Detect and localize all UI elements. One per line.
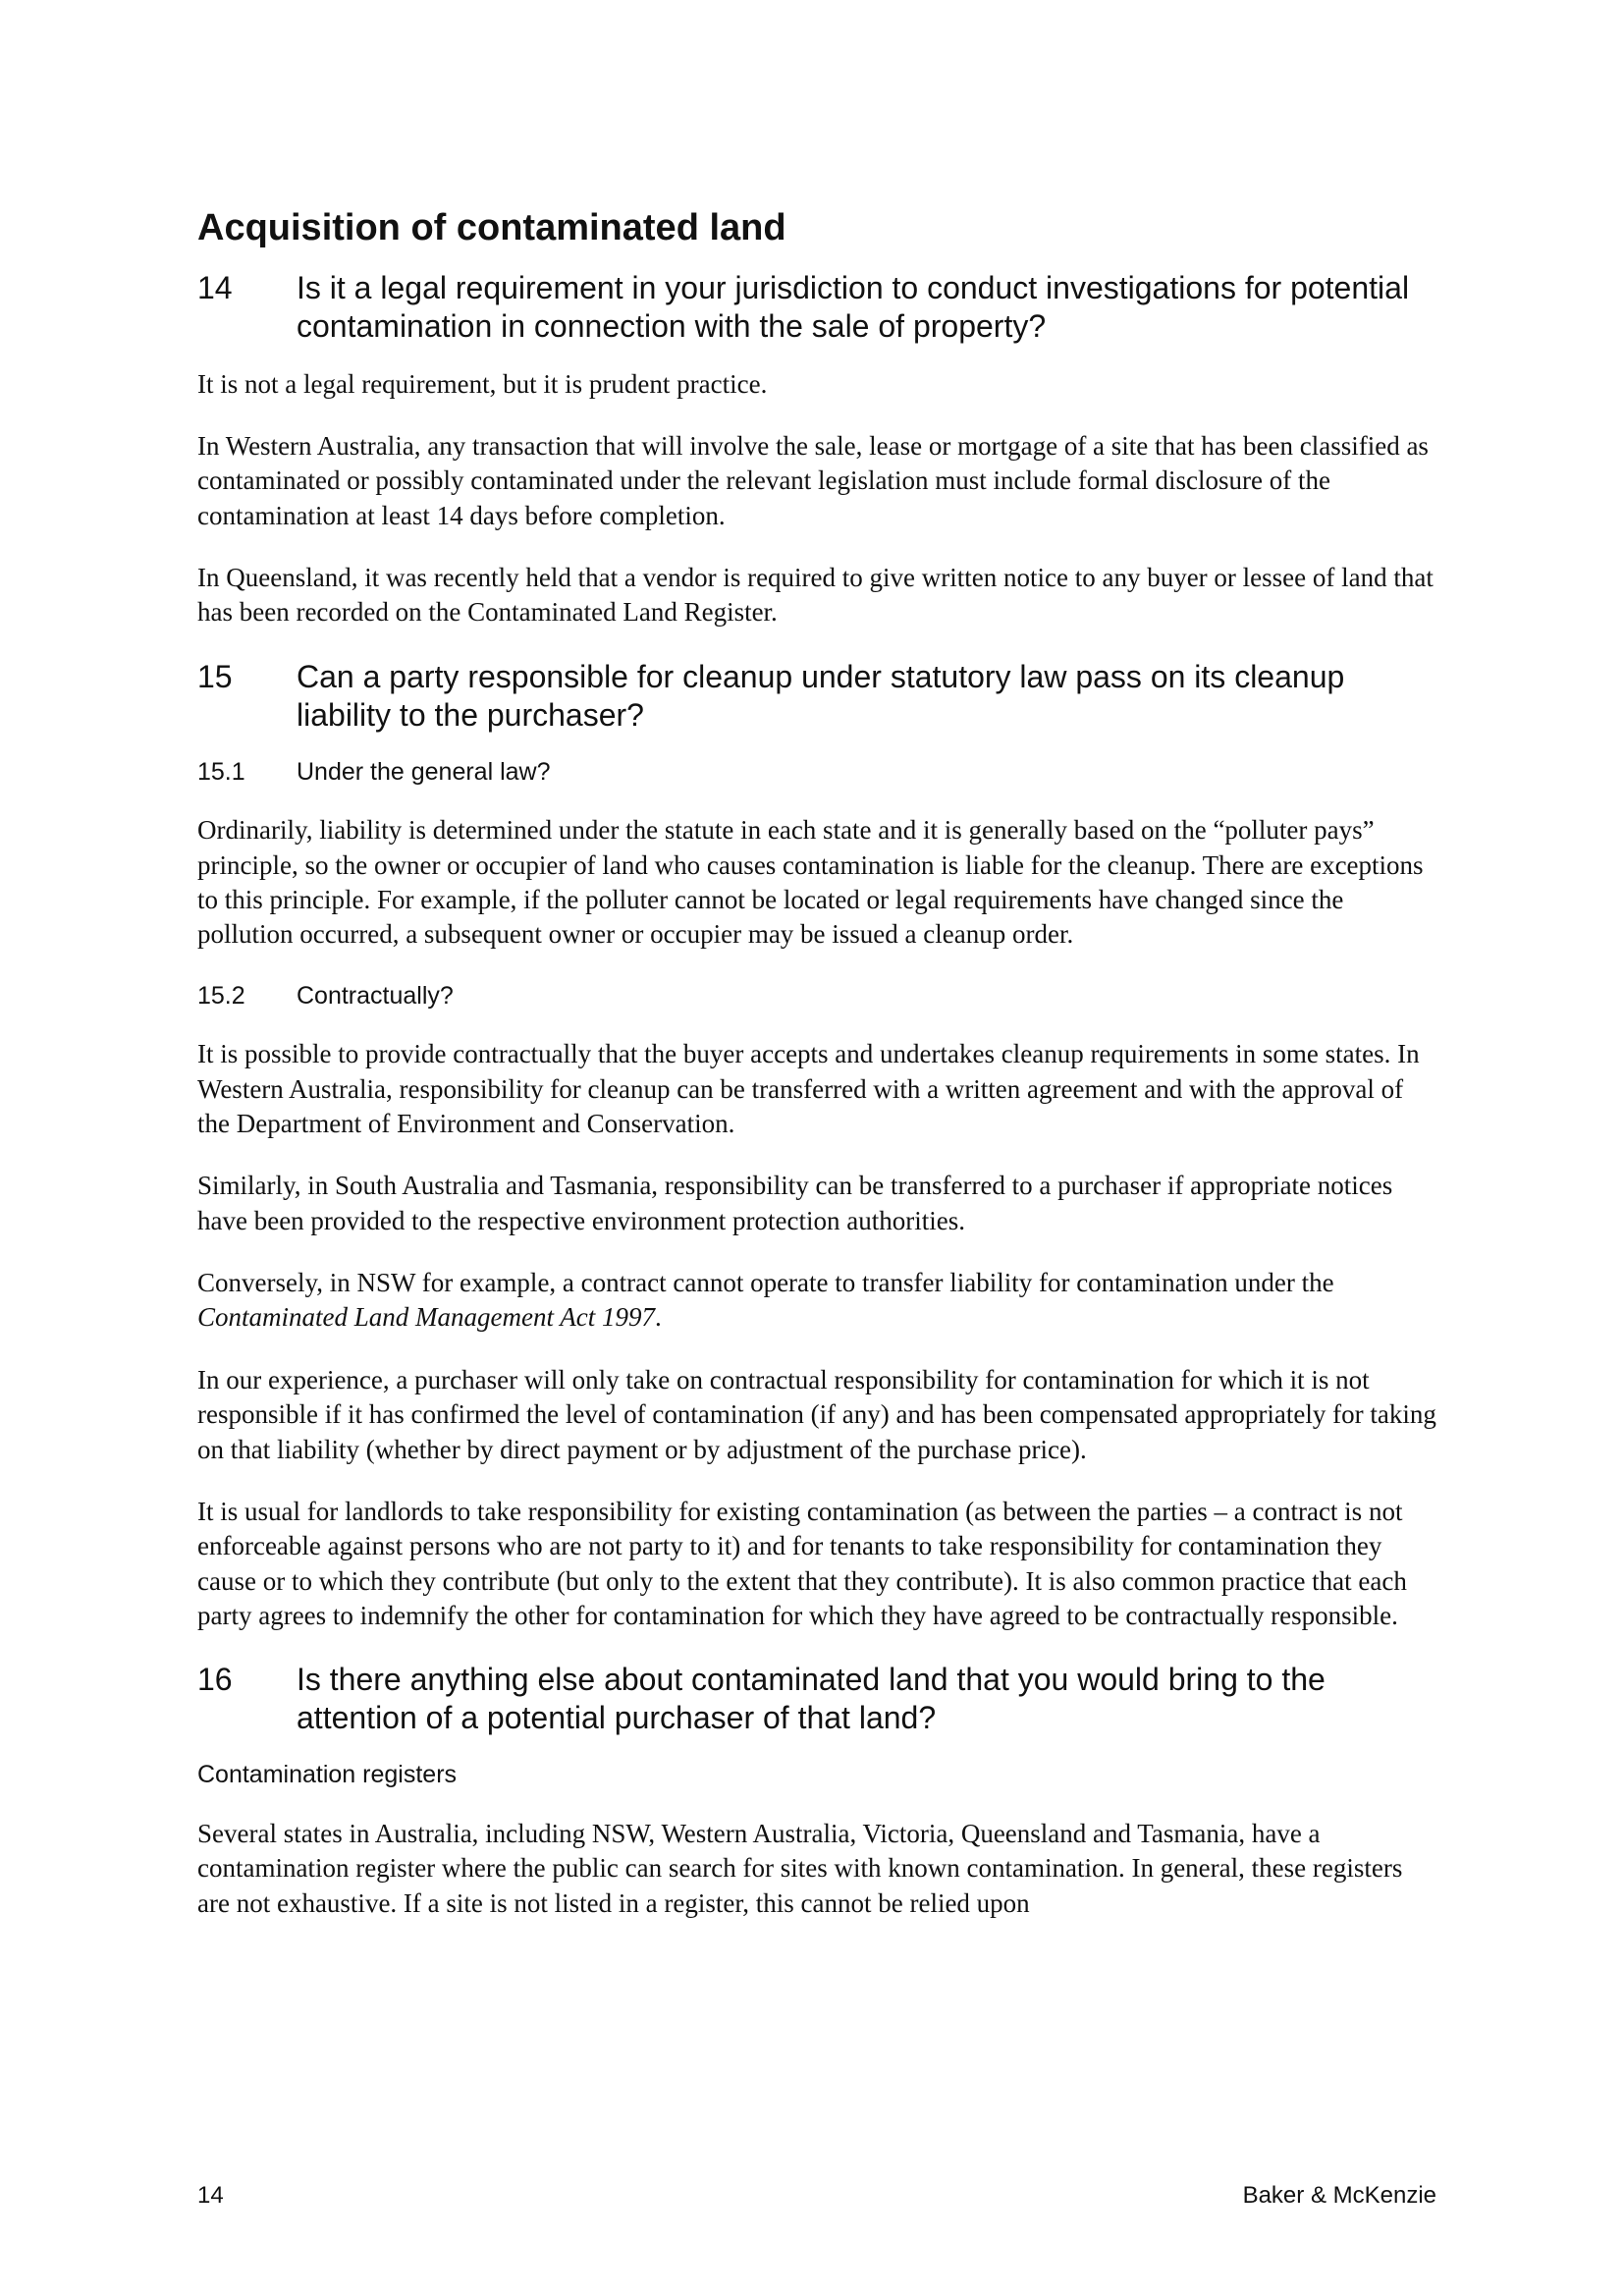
question-text: Can a party responsible for cleanup under statutory law pass on its cleanup liability to the purchaser?	[297, 658, 1345, 733]
paragraph: It is not a legal requirement, but it is prudent practice.	[197, 368, 768, 399]
question-text: Is there anything else about contaminated land that you would bring to the attention of a potential purchaser of that land?	[297, 1662, 1326, 1736]
page-content	[197, 206, 1436, 1948]
question-14	[197, 269, 1436, 346]
subheading: Contamination registers	[197, 1761, 458, 1789]
act-title: Contaminated Land Management Act 1997	[197, 1302, 655, 1333]
page-number: 14	[197, 2182, 224, 2209]
subsection-number: 15.2	[197, 981, 245, 1010]
paragraph: Ordinarily, liability is determined under the statute in each state and it is generally based on the “polluter pays” principle, so the owner or occupier of land who causes contamination is liable for the cleanup. There are exceptions to this principle. For example, if the polluter cannot be located or legal requirements have changed since the pollution occurred, a subsequent owner or occupier may be issued a cleanup order.	[197, 815, 1424, 950]
paragraph-nsw	[197, 1266, 1436, 1336]
paragraph: Similarly, in South Australia and Tasmania, responsibility can be transferred to a purchaser if appropriate notices have been provided to the respective environment protection authorities.	[197, 1171, 1393, 1235]
paragraph: Several states in Australia, including NSW, Western Australia, Victoria, Queensland and Tasmania, have a contamination register where the public can search for sites with known contamination. In general, these registers are not exhaustive. If a site is not listed in a register, this cannot be relied upon	[197, 1818, 1403, 1918]
question-16	[197, 1661, 1436, 1737]
subsection-title: Contractually?	[297, 981, 454, 1010]
section-heading: Acquisition of contaminated land	[197, 207, 786, 248]
page-footer	[197, 2182, 1436, 2210]
paragraph: In our experience, a purchaser will only take on contractual responsibility for contamination for which it is not responsible if it has confirmed the level of contamination (if any) and has been compensated appropriately for taking on that liability (whether by direct payment or by adjustment of the purchase price).	[197, 1364, 1436, 1464]
subsection-number: 15.1	[197, 757, 245, 786]
paragraph: It is usual for landlords to take responsibility for existing contamination (as between the parties – a contract is not enforceable against persons who are not party to it) and for tenants to take responsibility for contamination they cause or to which they contribute (but only to the extent that they contribute). It is also common practice that each party agrees to indemnify the other for contamination for which they have agreed to be contractually responsible.	[197, 1496, 1407, 1630]
paragraph-text: Conversely, in NSW for example, a contract cannot operate to transfer liability for contamination under the	[197, 1268, 1334, 1298]
subsection-15-2	[197, 980, 1436, 1012]
firm-name: Baker & McKenzie	[1242, 2182, 1436, 2209]
paragraph: In Western Australia, any transaction that will involve the sale, lease or mortgage of a site that has been classified as contaminated or possibly contaminated under the relevant legislation must include formal disclosure of the contamination at least 14 days before completion.	[197, 431, 1429, 530]
paragraph-text: .	[654, 1302, 662, 1333]
subsection-15-1	[197, 756, 1436, 789]
subsection-title: Under the general law?	[297, 757, 551, 786]
question-number: 14	[197, 269, 233, 305]
question-number: 15	[197, 658, 233, 694]
paragraph: It is possible to provide contractually that the buyer accepts and undertakes cleanup requirements in some states. In Western Australia, responsibility for cleanup can be transferred with a written agreement and with the approval of the Department of Environment and Conservation.	[197, 1039, 1420, 1139]
question-text: Is it a legal requirement in your jurisdiction to conduct investigations for potential contamination in connection with the sale of property?	[297, 269, 1410, 344]
question-number: 16	[197, 1662, 233, 1698]
paragraph: In Queensland, it was recently held that a vendor is required to give written notice to any buyer or lessee of land that has been recorded on the Contaminated Land Register.	[197, 563, 1434, 628]
question-15	[197, 658, 1436, 735]
